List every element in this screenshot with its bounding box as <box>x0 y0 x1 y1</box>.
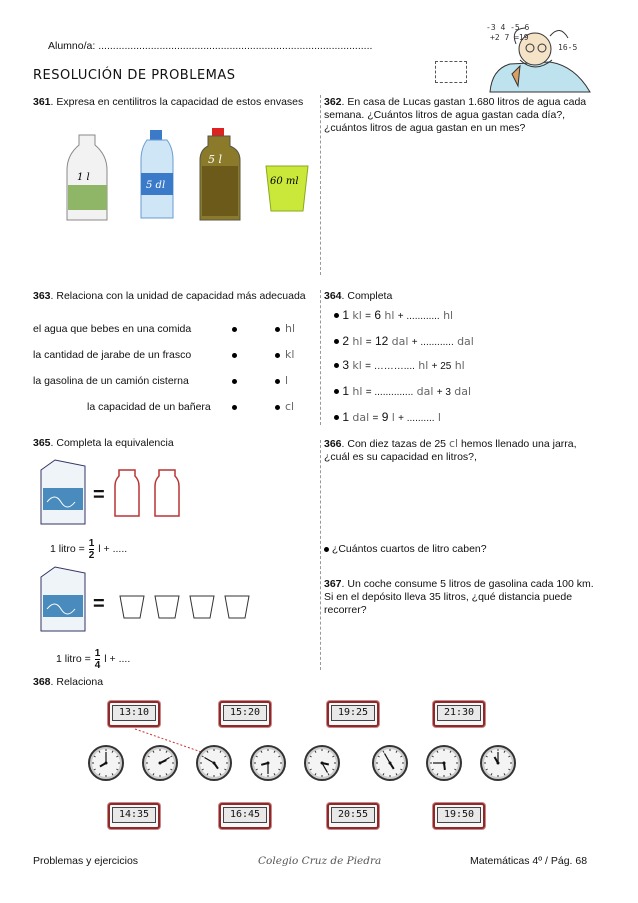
match-dot-left[interactable] <box>232 353 237 358</box>
unit-label: cl <box>285 400 295 413</box>
equivalence-half[interactable]: 1 litro = $\frac{1}{2}$ l + ..... <box>50 538 128 561</box>
svg-text:-3 4 -5 6: -3 4 -5 6 <box>486 23 530 32</box>
milk-carton-icon <box>33 565 88 635</box>
problem-367: 367. Un coche consume 5 litros de gasolina cada 100 km. Si en el depósito lleva 35 litros, ¿qué distancia puede recorrer? <box>324 578 594 616</box>
match-item: la capacidad de un bañera <box>87 401 211 413</box>
student-name-line[interactable]: Alumno/a: .............................................................................................. <box>48 40 373 52</box>
problem-363: 363. Relaciona con la unidad de capacidad más adecuada <box>33 290 306 302</box>
complete-row[interactable]: 2 hl = 12 dal + ............ dal <box>334 334 474 348</box>
half-litre-bottle-icon <box>153 468 181 518</box>
column-divider <box>320 440 321 670</box>
footer-left: Problemas y ejercicios <box>33 855 139 867</box>
milk-bottle-icon <box>65 130 110 225</box>
unit-label: kl <box>285 348 295 361</box>
grade-box[interactable] <box>435 61 467 83</box>
unit-label: l <box>285 374 289 387</box>
problem-365: 365. Completa la equivalencia <box>33 437 174 449</box>
problem-366: 366. Con diez tazas de 25 cl hemos llenado una jarra, ¿cuál es su capacidad en litros?, <box>324 437 577 463</box>
match-dot-right[interactable] <box>275 327 280 332</box>
problem-364: 364. Completa <box>324 290 393 302</box>
match-dot-right[interactable] <box>275 405 280 410</box>
problem-366-bullet: ¿Cuántos cuartos de litro caben? <box>324 543 487 556</box>
match-dot-right[interactable] <box>275 353 280 358</box>
quarter-cup-icon <box>118 592 146 622</box>
match-dot-left[interactable] <box>232 327 237 332</box>
unit-label: hl <box>285 322 296 335</box>
match-item: el agua que bebes en una comida <box>33 323 192 335</box>
match-dot-left[interactable] <box>232 405 237 410</box>
quarter-cup-icon <box>153 592 181 622</box>
quarter-cup-icon <box>188 592 216 622</box>
analog-clock[interactable] <box>196 745 232 781</box>
analog-clock[interactable] <box>88 745 124 781</box>
problem-368: 368. Relaciona <box>33 676 104 688</box>
professor-cartoon-icon <box>480 14 600 94</box>
svg-text:16-5: 16-5 <box>558 43 578 52</box>
analog-clock[interactable] <box>304 745 340 781</box>
digital-clock[interactable]: 16:45 <box>219 803 271 829</box>
problem-361: 361. Expresa en centilitros la capacidad de estos envases <box>33 96 304 108</box>
analog-clock[interactable] <box>372 745 408 781</box>
complete-row[interactable]: 1 hl = .............. dal + 3 dal <box>334 384 471 398</box>
digital-clock[interactable]: 14:35 <box>108 803 160 829</box>
column-divider <box>320 95 321 275</box>
complete-row[interactable]: 1 kl = 6 hl + ............ hl <box>334 308 453 322</box>
svg-text:+2 7 =19: +2 7 =19 <box>490 33 529 42</box>
digital-clock[interactable]: 19:25 <box>327 701 379 727</box>
complete-row[interactable]: 3 kl = ……….... hl + 25 hl <box>334 358 465 372</box>
analog-clock[interactable] <box>480 745 516 781</box>
oil-bottle-icon <box>198 126 243 221</box>
match-dot-left[interactable] <box>232 379 237 384</box>
digital-clock[interactable]: 21:30 <box>433 701 485 727</box>
milk-carton-icon <box>33 458 88 528</box>
footer-right: Matemáticas 4º / Pág. 68 <box>470 855 588 867</box>
svg-text:60 ml: 60 ml <box>270 176 299 187</box>
match-item: la gasolina de un camión cisterna <box>33 375 189 387</box>
digital-clock[interactable]: 19:50 <box>433 803 485 829</box>
problem-362: 362. En casa de Lucas gastan 1.680 litros de agua cada semana. ¿Cuántos litros de agua gastan cada día?, ¿cuántos litros de agua gastan en un mes? <box>324 96 587 134</box>
svg-text:5 l: 5 l <box>208 153 223 166</box>
analog-clock[interactable] <box>250 745 286 781</box>
column-divider <box>320 290 321 425</box>
water-bottle-icon <box>137 128 177 223</box>
svg-text:1 l: 1 l <box>77 172 90 183</box>
digital-clock[interactable]: 20:55 <box>327 803 379 829</box>
analog-clock[interactable] <box>142 745 178 781</box>
equivalence-quarter[interactable]: 1 litro = $\frac{1}{4}$ l + .... <box>56 648 131 671</box>
match-item: la cantidad de jarabe de un frasco <box>33 349 192 361</box>
digital-clock[interactable]: 13:10 <box>108 701 160 727</box>
match-dot-right[interactable] <box>275 379 280 384</box>
glass-icon <box>262 162 312 217</box>
equals-sign: = <box>93 593 105 615</box>
complete-row[interactable]: 1 dal = 9 l + .......... l <box>334 410 441 424</box>
footer-center: Colegio Cruz de Piedra <box>258 855 382 867</box>
digital-clock[interactable]: 15:20 <box>219 701 271 727</box>
quarter-cup-icon <box>223 592 251 622</box>
page-title: RESOLUCIÓN DE PROBLEMAS <box>33 68 236 83</box>
half-litre-bottle-icon <box>113 468 141 518</box>
analog-clock[interactable] <box>426 745 462 781</box>
svg-text:5 dl: 5 dl <box>146 180 166 191</box>
equals-sign: = <box>93 484 105 506</box>
